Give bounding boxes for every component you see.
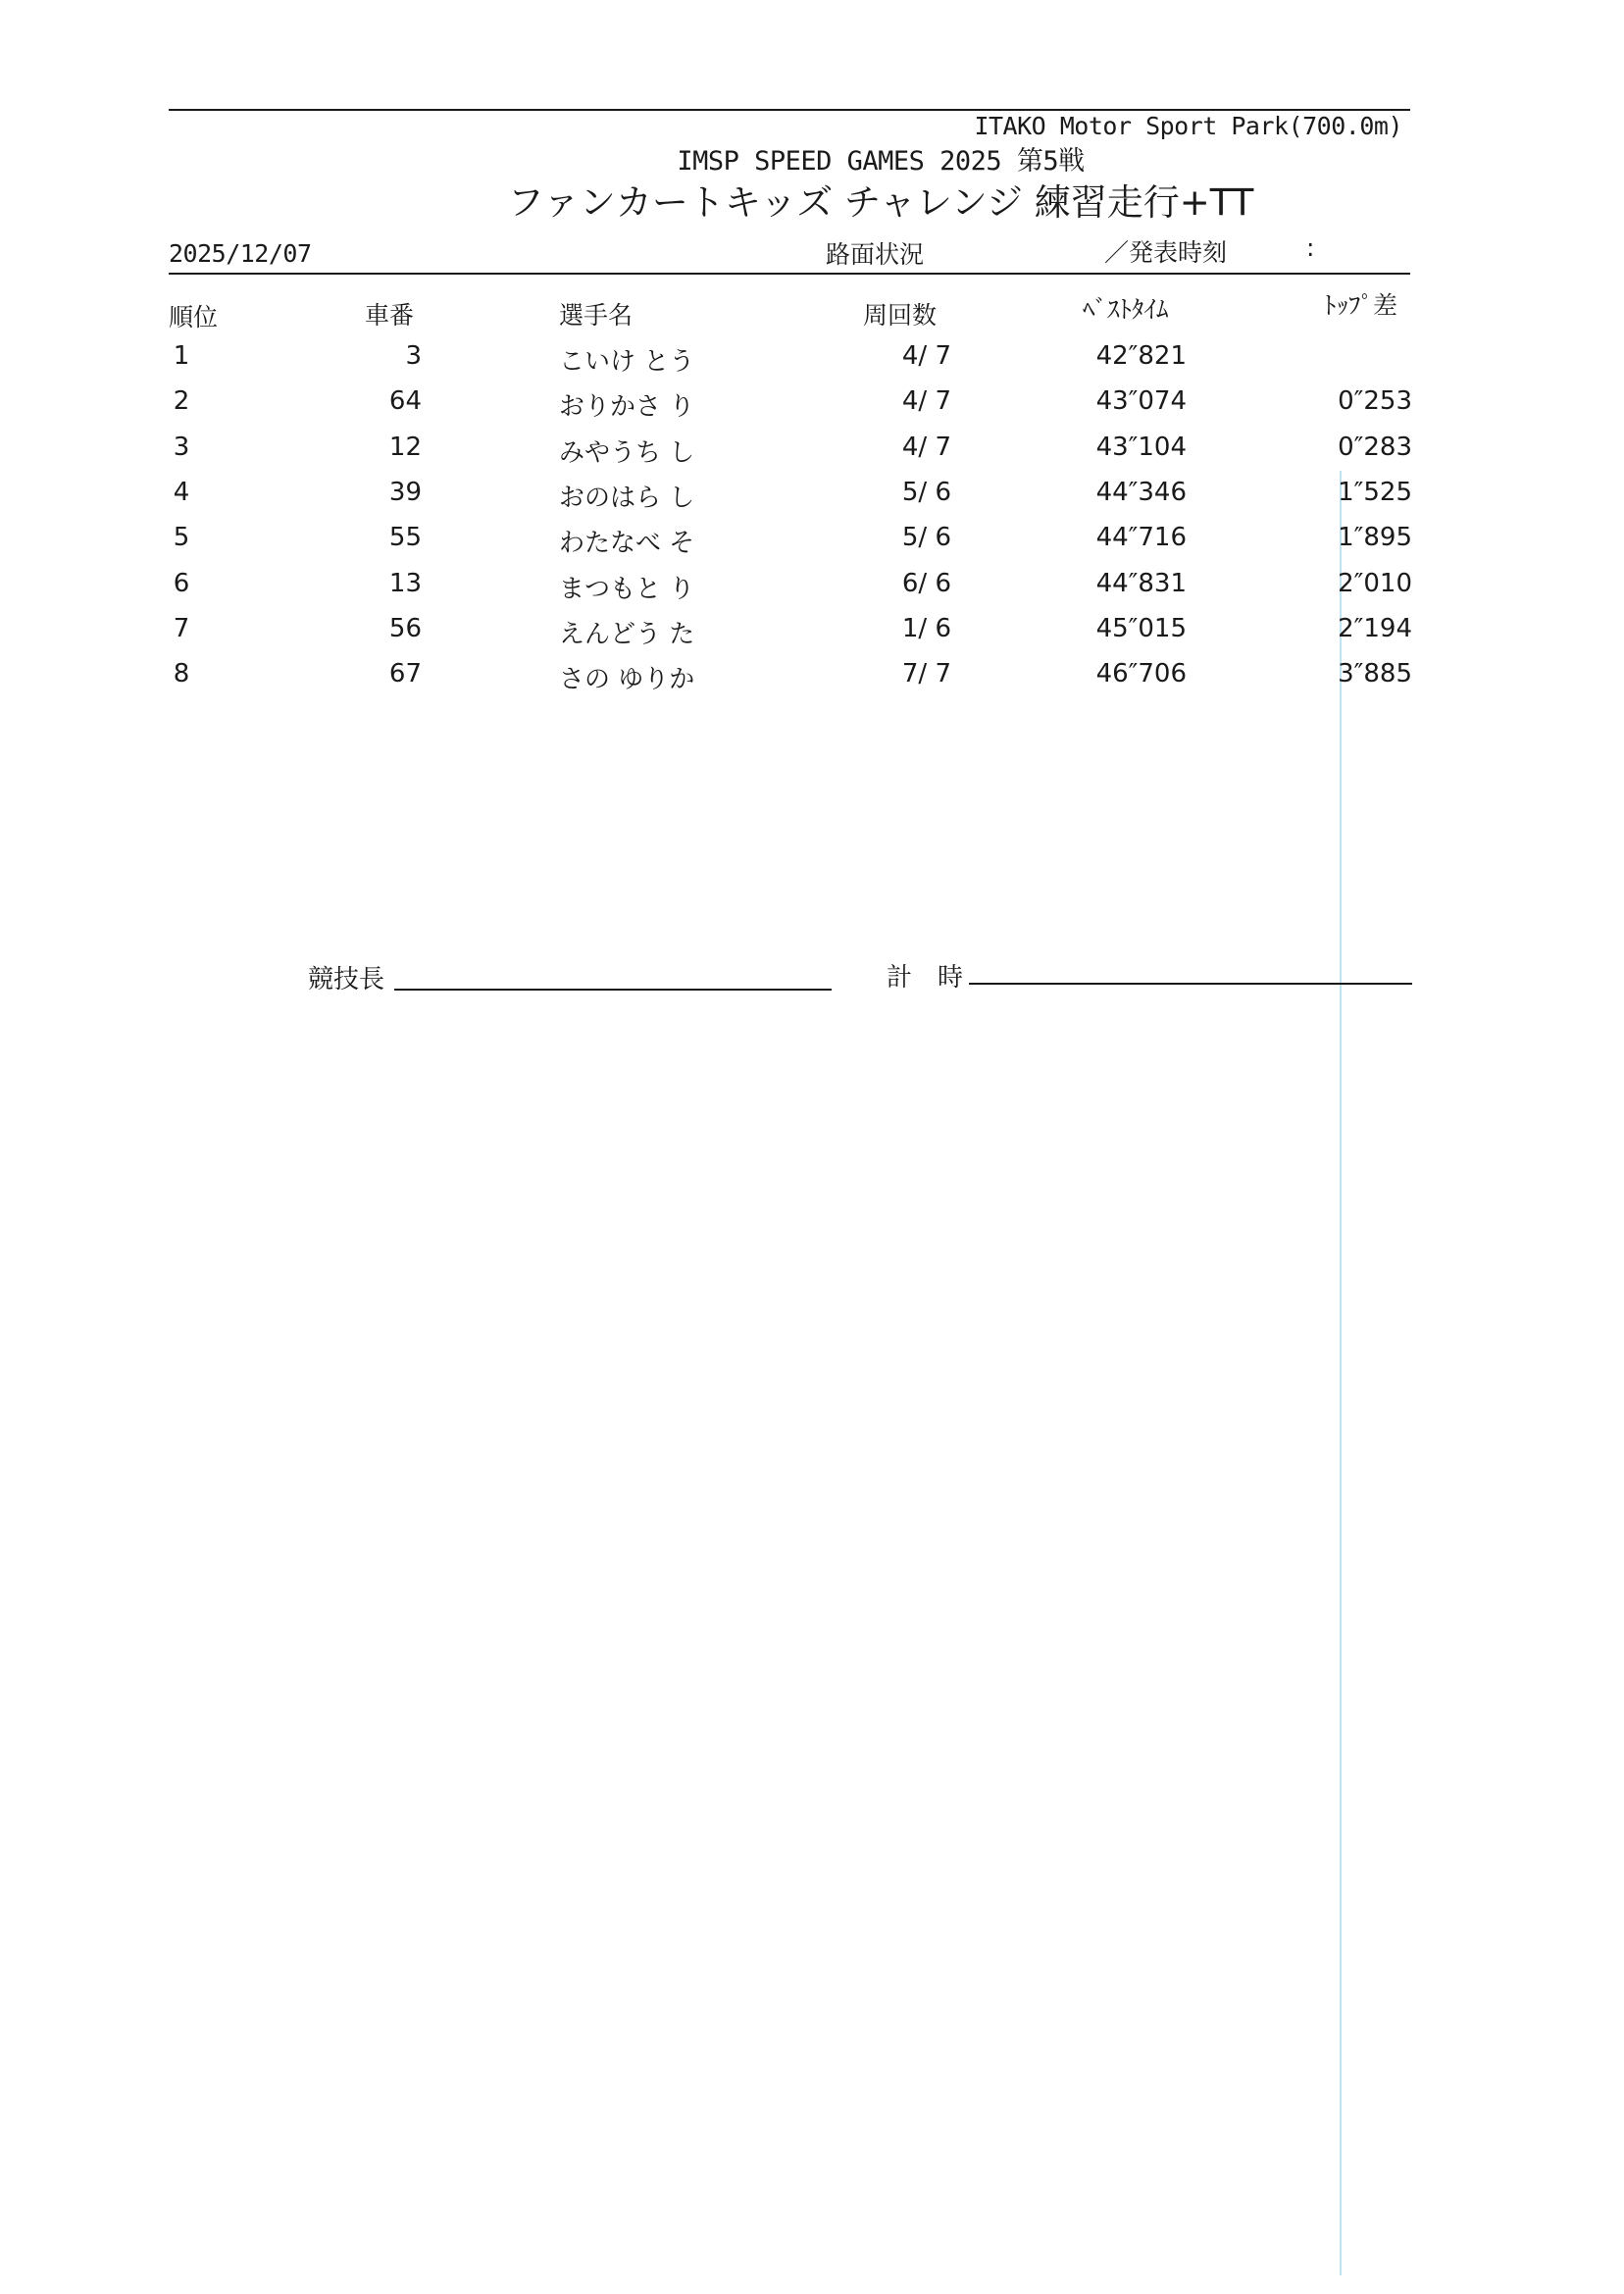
best-time-cell: 44″831 xyxy=(1095,568,1187,598)
event-name: IMSP SPEED GAMES 2025 第5戦 xyxy=(677,146,1085,177)
position-cell: 3 xyxy=(173,432,190,462)
car-number-cell: 13 xyxy=(388,568,422,598)
laps-cell: 5/ 6 xyxy=(901,523,951,553)
table-row xyxy=(0,523,1624,568)
position-cell: 2 xyxy=(173,386,190,417)
col-best-time-header: ﾍﾞｽﾄﾀｲﾑ xyxy=(1083,295,1169,324)
gap-cell: 0″253 xyxy=(1338,386,1412,417)
position-cell: 4 xyxy=(173,477,190,507)
laps-cell: 1/ 6 xyxy=(901,613,951,643)
driver-name-cell: みやうち し xyxy=(559,437,695,468)
driver-name-cell: まつもと り xyxy=(559,574,695,604)
steward-label: 競技長 xyxy=(308,965,385,994)
table-row xyxy=(0,569,1624,614)
col-car-number-header: 車番 xyxy=(365,301,415,330)
best-time-cell: 44″346 xyxy=(1095,477,1187,507)
scan-artifact-line xyxy=(1340,471,1342,2275)
car-number-cell: 3 xyxy=(405,341,422,371)
gap-cell: 2″010 xyxy=(1338,568,1412,598)
car-number-cell: 55 xyxy=(388,523,422,553)
position-cell: 8 xyxy=(173,659,190,689)
driver-name-cell: わたなべ そ xyxy=(559,529,695,559)
car-number-cell: 67 xyxy=(388,659,422,689)
position-cell: 1 xyxy=(173,341,190,371)
car-number-cell: 56 xyxy=(388,613,422,643)
col-position-header: 順位 xyxy=(169,303,219,331)
driver-name-cell: えんどう た xyxy=(559,619,695,649)
col-laps-header: 周回数 xyxy=(863,301,938,330)
header-rule xyxy=(169,273,1410,275)
laps-cell: 4/ 7 xyxy=(901,386,951,417)
top-rule xyxy=(169,109,1410,111)
best-time-cell: 43″104 xyxy=(1095,432,1187,462)
laps-cell: 5/ 6 xyxy=(901,477,951,507)
driver-name-cell: こいけ とう xyxy=(559,347,695,377)
position-cell: 7 xyxy=(173,613,190,643)
gap-cell: 3″885 xyxy=(1338,659,1412,689)
announce-time-label: ／発表時刻 xyxy=(1104,238,1228,267)
laps-cell: 4/ 7 xyxy=(901,432,951,462)
gap-cell: 1″895 xyxy=(1338,523,1412,553)
table-row xyxy=(0,478,1624,523)
venue-name: ITAKO Motor Sport Park(700.0m) xyxy=(974,112,1402,140)
date: 2025/12/07 xyxy=(169,239,312,268)
table-row xyxy=(0,614,1624,659)
table-row xyxy=(0,659,1624,704)
col-driver-header: 選手名 xyxy=(559,301,634,330)
best-time-cell: 46″706 xyxy=(1095,659,1187,689)
best-time-cell: 44″716 xyxy=(1095,523,1187,553)
timekeeper-signature-line xyxy=(969,983,1412,985)
car-number-cell: 12 xyxy=(388,432,422,462)
table-row xyxy=(0,433,1624,478)
best-time-cell: 43″074 xyxy=(1095,386,1187,417)
car-number-cell: 39 xyxy=(388,477,422,507)
best-time-cell: 45″015 xyxy=(1095,613,1187,643)
col-gap-header: ﾄｯﾌﾟ差 xyxy=(1324,291,1398,320)
laps-cell: 4/ 7 xyxy=(901,341,951,371)
steward-signature-line xyxy=(394,989,832,991)
table-row xyxy=(0,386,1624,432)
laps-cell: 6/ 6 xyxy=(901,568,951,598)
track-condition-label: 路面状況 xyxy=(826,240,925,269)
gap-cell: 2″194 xyxy=(1338,613,1412,643)
driver-name-cell: さの ゆりか xyxy=(559,665,695,695)
gap-cell: 0″283 xyxy=(1338,432,1412,462)
session-title: ファンカートキッズ チャレンジ 練習走行+TT xyxy=(507,181,1254,224)
table-row xyxy=(0,341,1624,386)
position-cell: 6 xyxy=(173,568,190,598)
best-time-cell: 42″821 xyxy=(1095,341,1187,371)
gap-cell: 1″525 xyxy=(1338,477,1412,507)
announce-time-value: : xyxy=(1306,233,1315,262)
driver-name-cell: おりかさ り xyxy=(559,392,695,423)
laps-cell: 7/ 7 xyxy=(901,659,951,689)
car-number-cell: 64 xyxy=(388,386,422,417)
timekeeper-label: 計 時 xyxy=(887,963,964,993)
driver-name-cell: おのはら し xyxy=(559,483,695,513)
position-cell: 5 xyxy=(173,523,190,553)
